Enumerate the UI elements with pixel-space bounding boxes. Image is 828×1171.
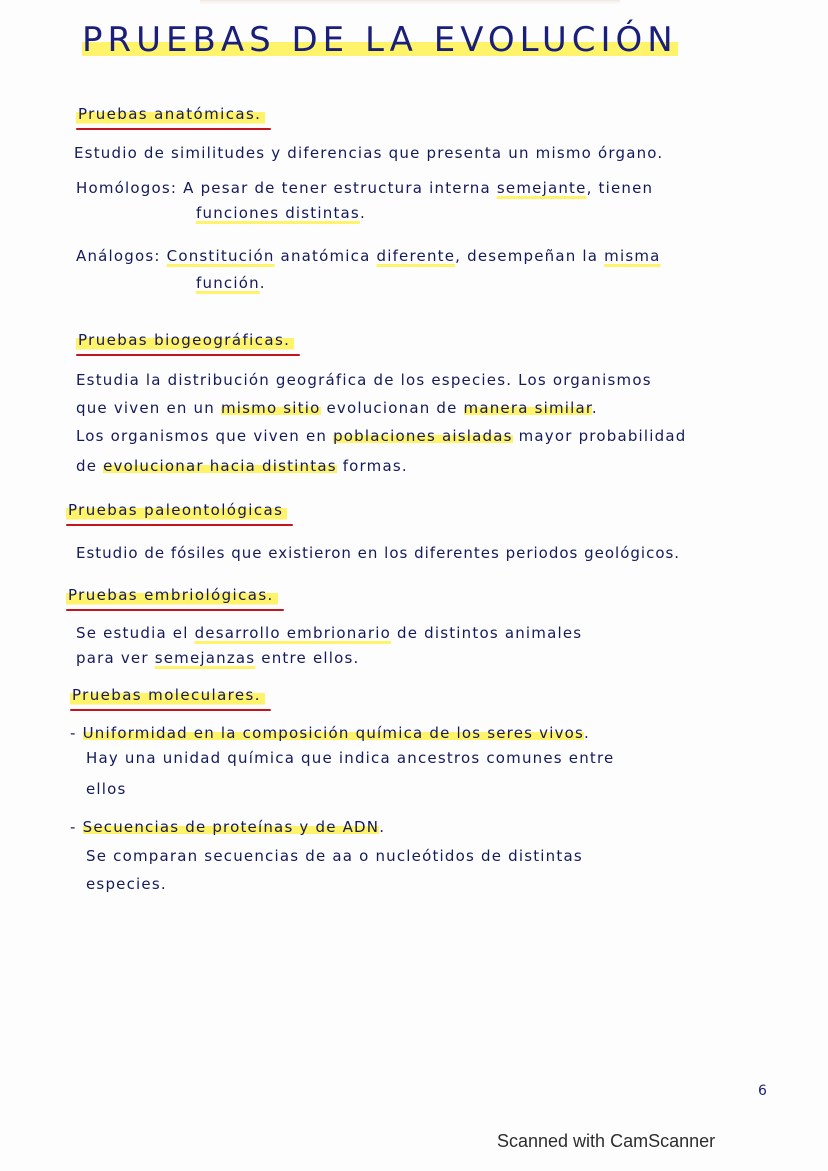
analogos-constitucion: Constitución [166,247,275,265]
moleculares-item2-line2: Se comparan secuencias de aa o nucleótidos de distintas [86,847,583,865]
camscanner-watermark: Scanned with CamScanner [497,1131,716,1151]
biogeo-text-3c: mayor probabilidad [512,427,687,445]
biogeo-text-a: que viven en un [76,399,221,417]
moleculares-item1-line3: ellos [86,780,127,798]
embrio-semejanzas: semejanzas [154,649,256,667]
heading-embriologicas: Pruebas embriológicas. [66,585,278,608]
biogeo-evolucionar: evolucionar hacia distintas [103,457,337,475]
homologos-label: Homólogos: [76,179,178,197]
analogos-line2 [196,273,266,293]
homologos-line1 [76,178,653,198]
homologos-semejante: semejante [496,179,587,197]
analogos-text-g: . [259,274,266,292]
embrio-text-2c: entre ellos. [255,649,360,667]
biogeograficas-line3 [76,426,687,446]
analogos-label: Análogos: [76,247,161,265]
embriologicas-line1 [76,623,582,643]
analogos-diferente: diferente [376,247,456,265]
biogeo-poblaciones-aisladas: poblaciones aisladas [333,427,513,445]
mol-item1-bullet: - [70,724,83,742]
analogos-text-d: , desempeñan la [455,247,605,265]
biogeograficas-line4 [76,456,408,476]
embriologicas-line2 [76,648,359,668]
heading-moleculares: Pruebas moleculares. [70,685,265,708]
mol-item1-dot: . [584,724,591,742]
mol-uniformidad: Uniformidad en la composición química de los seres vivos [82,724,585,742]
moleculares-item1-line2: Hay una unidad química que indica ancestros comunes entre [86,749,615,767]
heading-paleontologicas: Pruebas paleontológicas [66,500,287,523]
biogeograficas-line1: Estudia la distribución geográfica de los especies. Los organismos [76,371,652,389]
heading-anatomicas: Pruebas anatómicas. [76,104,265,127]
moleculares-item2 [70,817,385,837]
embrio-text-c: de distintos animales [391,624,583,642]
anatomicas-line1: Estudio de similitudes y diferencias que presenta un mismo órgano. [74,144,664,162]
homologos-text-c: , tienen [586,179,654,197]
biogeo-text-4a: de [76,457,104,475]
heading-biogeograficas: Pruebas biogeográficas. [76,330,294,353]
analogos-misma: misma [604,247,661,265]
biogeo-manera-similar: manera similar [463,399,592,417]
homologos-line2 [196,203,366,223]
homologos-text-e: . [359,204,366,222]
page-title: PRUEBAS DE LA EVOLUCIÓN [82,20,678,60]
biogeo-text-c: evolucionan de [320,399,464,417]
page-number: 6 [758,1083,767,1099]
moleculares-item1 [70,723,590,743]
biogeograficas-line2 [76,398,598,418]
mol-secuencias: Secuencias de proteínas y de ADN [82,818,380,836]
paleontologicas-line1: Estudio de fósiles que existieron en los diferentes periodos geológicos. [76,544,681,562]
embrio-text-2a: para ver [76,649,155,667]
homologos-funciones: funciones distintas [196,204,360,222]
mol-item2-bullet: - [70,818,83,836]
moleculares-item2-line3: especies. [86,875,167,893]
analogos-line1 [76,246,661,266]
analogos-funcion: función [196,274,260,292]
mol-item2-dot: . [379,818,386,836]
homologos-text-a: A pesar de tener estructura interna [183,179,497,197]
embrio-text-a: Se estudia el [76,624,195,642]
analogos-text-b: anatómica [274,247,377,265]
biogeo-text-3a: Los organismos que viven en [76,427,334,445]
biogeo-text-e: . [591,399,598,417]
embrio-desarrollo: desarrollo embrionario [194,624,392,642]
biogeo-mismo-sitio: mismo sitio [220,399,321,417]
biogeo-text-4c: formas. [336,457,408,475]
scan-shadow [200,0,620,4]
